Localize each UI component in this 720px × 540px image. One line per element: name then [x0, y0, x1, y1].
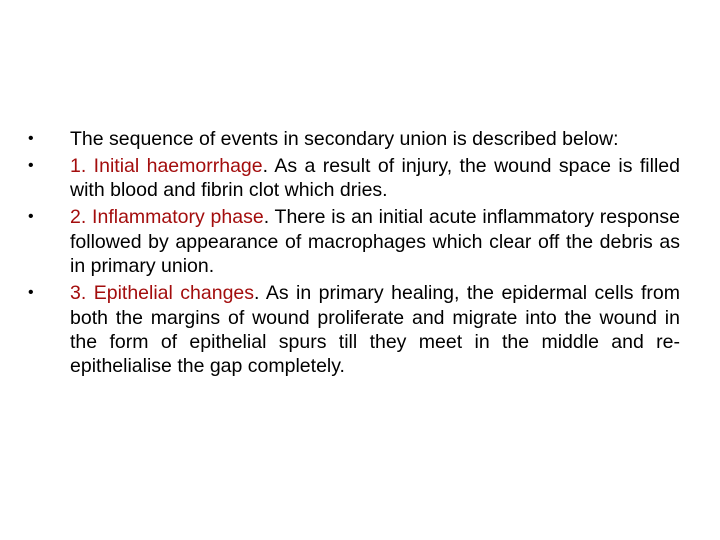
bullet-term: 1. Initial haemorrhage: [70, 155, 263, 177]
bullet-dot-icon: •: [28, 157, 34, 174]
bullet-item-intro: [26, 127, 680, 151]
bullet-list: [26, 127, 680, 381]
bullet-dot-icon: •: [28, 130, 34, 147]
bullet-text: . As a result of injury, the wound space is filled with blood and fibrin clot which dries.: [70, 155, 680, 202]
bullet-dot-icon: •: [28, 208, 34, 226]
bullet-text: . There is an initial acute inflammatory response followed by appearance of macrophages which clear off the debris as in primary union.: [70, 206, 680, 278]
bullet-dot-icon: •: [28, 284, 34, 302]
bullet-item-inflammatory-phase: [26, 205, 680, 278]
bullet-text: . As in primary healing, the epidermal cells from both the margins of wound proliferate and migrate into the wound in the form of epithelial spurs till they meet in the middle and re-epithelialise the gap completely.: [70, 282, 680, 378]
bullet-item-epithelial-changes: [26, 281, 680, 379]
bullet-term: 3. Epithelial changes: [70, 282, 255, 305]
bullet-item-initial-haemorrhage: [26, 154, 680, 203]
bullet-term: 2. Inflammatory phase: [70, 206, 264, 229]
bullet-text: The sequence of events in secondary union is described below:: [70, 128, 619, 150]
